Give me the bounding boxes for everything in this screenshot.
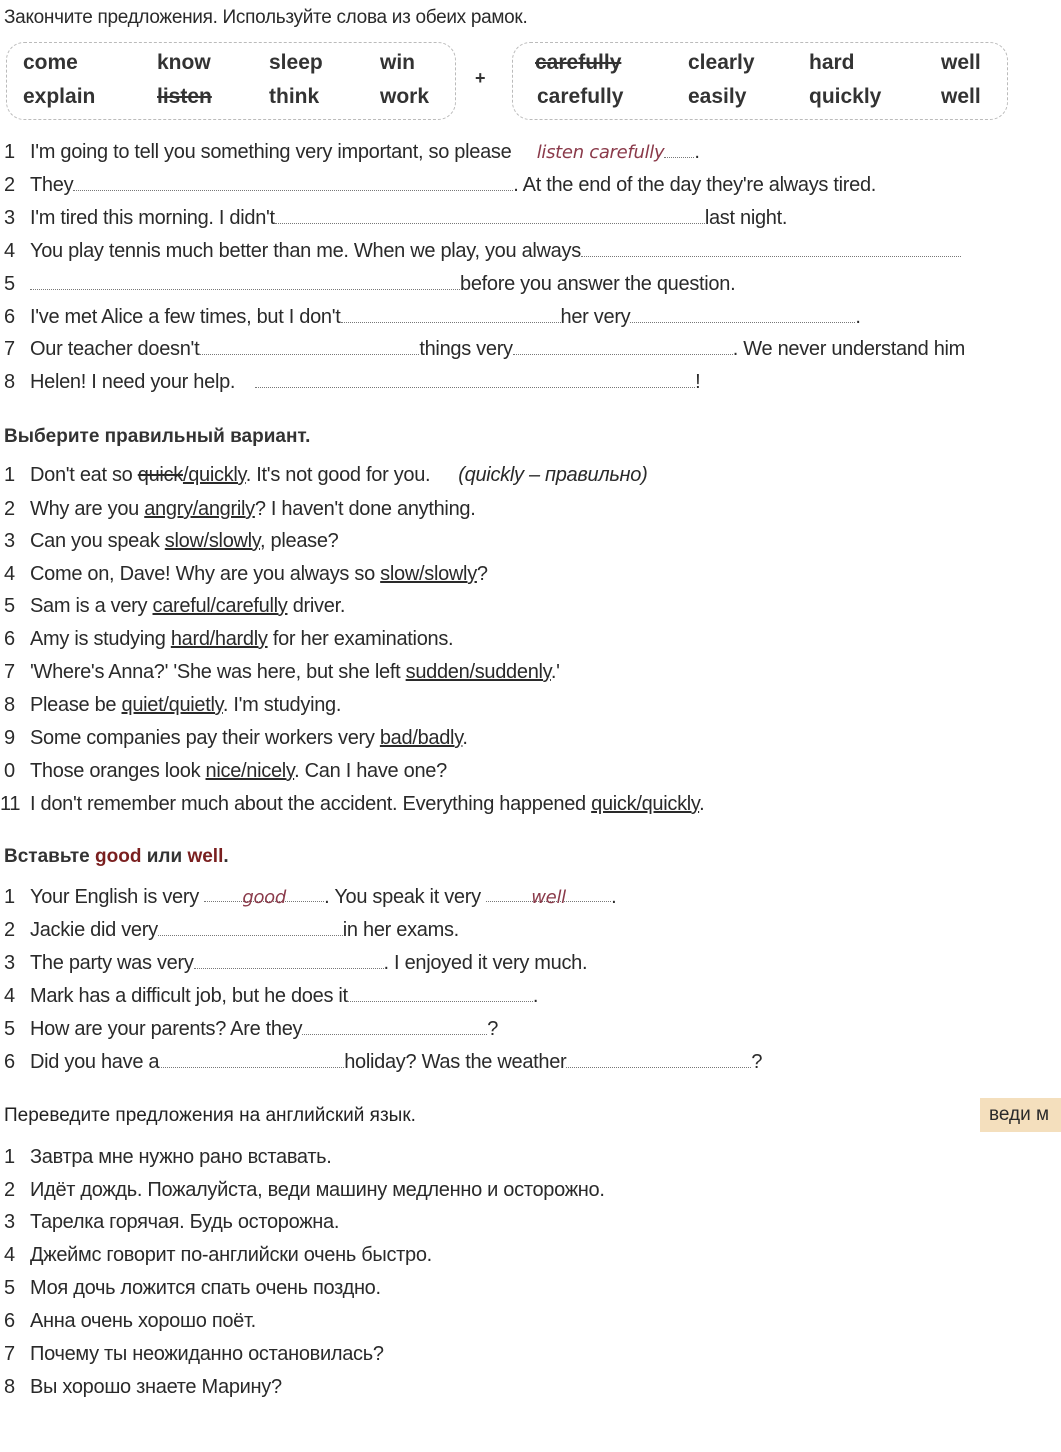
ex4-item: 1 Завтра мне нужно рано вставать. xyxy=(4,1146,332,1168)
word: explain xyxy=(23,85,96,108)
blank[interactable] xyxy=(348,985,533,1002)
ex2-item: 5 Sam is a very careful/carefully driver. xyxy=(4,595,346,617)
word: carefully xyxy=(537,85,624,108)
ex2-item: 3 Can you speak slow/slowly, please? xyxy=(4,530,339,552)
ex3-item: 5 How are your parents? Are they ? xyxy=(4,1018,499,1040)
blank[interactable] xyxy=(275,207,705,224)
option[interactable]: quiet/quietly xyxy=(121,694,223,716)
option[interactable]: bad/badly xyxy=(379,727,463,749)
word: easily xyxy=(688,85,747,108)
option[interactable]: slow/slowly xyxy=(380,563,477,585)
highlight-note: веди м xyxy=(980,1098,1061,1132)
ex3-item: 2 Jackie did very in her exams. xyxy=(4,919,459,941)
ex1-item: 3 I'm tired this morning. I didn't last night. xyxy=(4,207,788,229)
adverb-box xyxy=(512,42,1008,120)
blank[interactable] xyxy=(199,338,419,355)
ex2-item: 0 Those oranges look nice/nicely. Can I have one? xyxy=(4,760,447,782)
verb-box xyxy=(6,42,456,120)
word: work xyxy=(380,85,430,108)
blank[interactable] xyxy=(159,1051,344,1068)
blank[interactable] xyxy=(302,1018,487,1035)
option[interactable]: quick/quickly xyxy=(591,793,700,815)
word: quickly xyxy=(809,85,882,108)
ex1-item: 2 They . At the end of the day they're always tired. xyxy=(4,174,877,196)
exercise-2-title: Выберите правильный вариант. xyxy=(4,426,311,447)
blank[interactable] xyxy=(255,371,695,388)
ex2-item: 6 Amy is studying hard/hardly for her examinations. xyxy=(4,628,454,650)
ex1-item: 8 Helen! I need your help. ! xyxy=(4,371,701,393)
word-struck: listen xyxy=(157,85,212,108)
ex4-item: 8 Вы хорошо знаете Марину? xyxy=(4,1376,282,1398)
ex4-item: 2 Идёт дождь. Пожалуйста, веди машину медленно и осторожно. xyxy=(4,1179,605,1201)
ex1-item: 5 before you answer the question. xyxy=(4,273,736,295)
blank[interactable] xyxy=(581,240,961,257)
option[interactable]: nice/nicely xyxy=(205,760,295,782)
answer: listen carefully xyxy=(536,142,665,163)
exercise-1-title: Закончите предложения. Используйте слова из обеих рамок. xyxy=(4,7,528,28)
ex4-item: 4 Джеймс говорит по-английски очень быстро. xyxy=(4,1244,432,1266)
word: sleep xyxy=(269,51,323,74)
blank[interactable] xyxy=(73,174,513,191)
ex2-item: 9 Some companies pay their workers very bad/badly. xyxy=(4,727,468,749)
ex1-item: 1 I'm going to tell you something very important, so please listen carefully . xyxy=(4,141,700,163)
plus-sign: + xyxy=(475,68,486,88)
word: well xyxy=(941,85,981,108)
ex4-item: 6 Анна очень хорошо поёт. xyxy=(4,1310,256,1332)
word: hard xyxy=(809,51,855,74)
word: come xyxy=(23,51,78,74)
exercise-4-title: Переведите предложения на английский язык. xyxy=(4,1105,416,1126)
ex4-item: 3 Тарелка горячая. Будь осторожна. xyxy=(4,1211,340,1233)
option[interactable]: hard/hardly xyxy=(170,628,268,650)
ex2-item: 8 Please be quiet/quietly. I'm studying. xyxy=(4,694,342,716)
ex3-item: 3 The party was very . I enjoyed it very much. xyxy=(4,952,588,974)
word: think xyxy=(269,85,320,108)
blank[interactable] xyxy=(158,919,343,936)
option[interactable]: careful/carefully xyxy=(152,595,288,617)
ex2-item: 1 Don't eat so quick/quickly. It's not good for you. (quickly – правильно) xyxy=(4,464,648,486)
word: clearly xyxy=(688,51,755,74)
blank[interactable] xyxy=(630,306,855,323)
word: win xyxy=(380,51,415,74)
ex1-item: 4 You play tennis much better than me. When we play, you always xyxy=(0,239,961,263)
blank[interactable] xyxy=(341,306,561,323)
ex4-item: 7 Почему ты неожиданно остановилась? xyxy=(4,1343,384,1365)
blank[interactable] xyxy=(513,338,733,355)
blank[interactable] xyxy=(566,1051,751,1068)
ex2-item: 7 'Where's Anna?' 'She was here, but she left sudden/suddenly.' xyxy=(4,661,560,683)
ex3-item: 1 Your English is very good . You speak it very well . xyxy=(4,886,617,908)
ex3-item: 4 Mark has a difficult job, but he does it . xyxy=(4,985,539,1007)
word: well xyxy=(941,51,981,74)
blank[interactable] xyxy=(30,273,460,290)
option[interactable]: angry/angrily xyxy=(144,498,255,520)
ex2-item: 4 Come on, Dave! Why are you always so slow/slowly? xyxy=(4,563,488,585)
option[interactable]: slow/slowly xyxy=(164,530,261,552)
option[interactable]: sudden/suddenly xyxy=(405,661,551,683)
ex2-item: 2 Why are you angry/angrily? I haven't done anything. xyxy=(4,498,476,520)
exercise-3-title: Вставьте good или well. xyxy=(4,846,229,867)
ex1-item: 6 I've met Alice a few times, but I don't her very . xyxy=(4,306,861,328)
word: know xyxy=(157,51,211,74)
blank[interactable] xyxy=(194,952,384,969)
ex4-item: 5 Моя дочь ложится спать очень поздно. xyxy=(4,1277,381,1299)
ex3-item: 6 Did you have a holiday? Was the weather ? xyxy=(4,1051,763,1073)
word-struck: carefully xyxy=(535,51,622,74)
ex2-item: 11 I don't remember much about the accident. Everything happened quick/quickly. xyxy=(0,793,705,815)
ex1-item: 7 Our teacher doesn't things very . We never understand him xyxy=(4,338,966,360)
